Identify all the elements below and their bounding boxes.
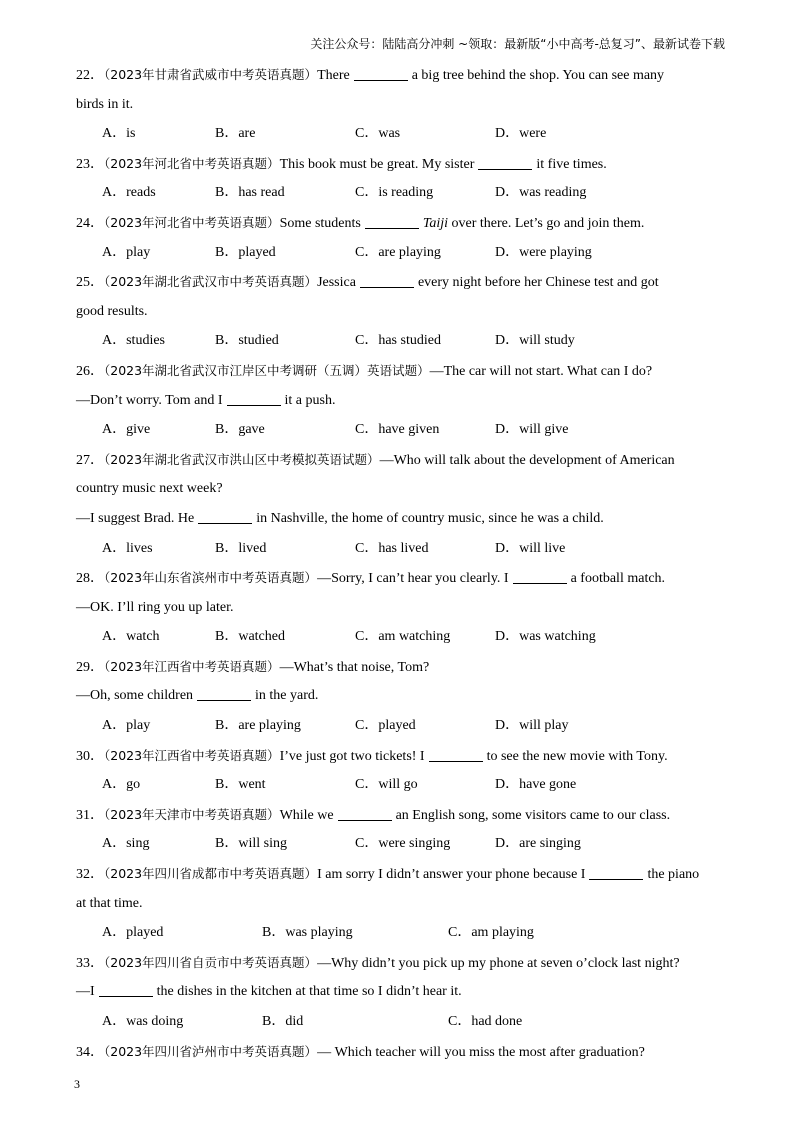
question-source: （2023年河北省中考英语真题） — [104, 214, 280, 230]
option-a: A．give — [102, 422, 151, 438]
dialogue-line — [76, 386, 726, 416]
option-b: B．lived — [215, 540, 267, 556]
question-source: （2023年四川省泸州市中考英语真题） — [104, 1043, 318, 1059]
option-d: D．have gone — [495, 777, 577, 793]
question-number: 34． — [76, 1044, 104, 1060]
option-d: D．was watching — [495, 629, 596, 645]
question-text-continued: country music next week? — [76, 481, 223, 497]
option-c: C．am watching — [355, 629, 451, 645]
question-number: 22． — [76, 68, 104, 83]
question-33 — [76, 948, 726, 978]
option-d: D．will play — [495, 718, 569, 734]
question-text: every night before her Chinese test and got — [417, 275, 659, 291]
answer-blank — [589, 865, 643, 880]
question-text: in Nashville, the home of country music, since he was a child. — [256, 510, 604, 526]
answer-blank — [198, 509, 252, 524]
option-a: A．lives — [102, 540, 153, 556]
answer-blank — [338, 806, 392, 821]
answer-blank — [227, 391, 281, 406]
question-number: 29． — [76, 659, 104, 675]
option-a: A．is — [102, 126, 136, 142]
question-source: （2023年四川省自贡市中考英语真题） — [104, 954, 318, 970]
question-number: 31． — [76, 807, 104, 823]
question-source: （2023年四川省成都市中考英语真题） — [104, 866, 318, 882]
option-c: C．am playing — [448, 925, 534, 941]
answer-blank — [360, 273, 414, 288]
question-23 — [76, 149, 726, 179]
question-22 — [76, 60, 726, 90]
question-text: a football match. — [570, 571, 666, 587]
option-c: C．are playing — [355, 244, 441, 260]
question-text: I’ve just got two tickets! I — [279, 748, 425, 764]
option-b: B．are — [215, 126, 256, 142]
option-c: C．is reading — [355, 185, 434, 201]
question-27 — [76, 445, 726, 475]
option-a: A．sing — [102, 836, 150, 852]
question-26 — [76, 356, 726, 386]
answer-blank — [513, 569, 567, 584]
question-source: （2023年河北省中考英语真题） — [104, 155, 280, 171]
question-32 — [76, 859, 726, 889]
question-source: （2023年湖北省武汉市江岸区中考调研（五调）英语试题） — [104, 362, 430, 378]
question-number: 25． — [76, 275, 104, 291]
option-d: D．was reading — [495, 185, 587, 201]
page-number: 3 — [74, 1077, 80, 1091]
option-a: A．watch — [102, 629, 160, 645]
options-row — [76, 238, 726, 268]
question-text: to see the new movie with Tony. — [486, 748, 668, 764]
answer-blank — [429, 747, 483, 762]
question-source: （2023年江西省中考英语真题） — [104, 747, 280, 763]
question-number: 32． — [76, 867, 104, 883]
question-text: —What’s that noise, Tom? — [279, 659, 430, 675]
question-text: —The car will not start. What can I do? — [429, 363, 653, 379]
option-d: D．are singing — [495, 836, 581, 852]
question-list — [76, 60, 726, 1066]
answer-blank — [354, 66, 408, 81]
question-text: —Sorry, I can’t hear you clearly. I — [317, 571, 509, 587]
question-text-continued: at that time. — [76, 895, 143, 911]
option-c: C．were singing — [355, 836, 451, 852]
question-text: This book must be great. My sister — [279, 156, 475, 172]
question-number: 27． — [76, 452, 104, 468]
question-number: 26． — [76, 363, 104, 379]
options-row — [76, 415, 726, 445]
question-source: （2023年湖北省武汉市中考英语真题） — [104, 274, 318, 290]
option-b: B．went — [215, 777, 266, 793]
question-text: —I suggest Brad. He — [76, 510, 195, 526]
options-row — [76, 178, 726, 208]
dialogue-line — [76, 681, 726, 711]
question-text: in the yard. — [255, 688, 319, 704]
answer-blank — [99, 982, 153, 997]
question-text: —Why didn’t you pick up my phone at seven o’clock last night? — [317, 955, 680, 971]
question-text: an English song, some visitors came to our class. — [395, 807, 671, 823]
option-a: A．studies — [102, 333, 165, 349]
question-28 — [76, 563, 726, 593]
options-row — [76, 829, 726, 859]
question-text-italic: Taiji — [422, 215, 449, 231]
question-text: —Who will talk about the development of American — [379, 452, 675, 468]
option-d: D．will study — [495, 333, 575, 349]
option-c: C．has studied — [355, 333, 441, 349]
question-text: I am sorry I didn’t answer your phone because I — [317, 867, 586, 883]
question-text: the piano — [647, 867, 700, 883]
dialogue-line: —OK. I’ll ring you up later. — [76, 599, 234, 615]
option-b: B．was playing — [262, 925, 353, 941]
question-text: While we — [279, 807, 334, 823]
option-b: B．studied — [215, 333, 279, 349]
option-c: C．has lived — [355, 540, 429, 556]
question-text: it a push. — [284, 392, 336, 408]
question-31 — [76, 800, 726, 830]
options-row — [76, 119, 726, 149]
option-c: C．had done — [448, 1014, 523, 1029]
question-text: — Which teacher will you miss the most after graduation? — [317, 1044, 645, 1060]
option-a: A．was doing — [102, 1014, 184, 1029]
option-c: C．was — [355, 126, 401, 142]
options-row — [76, 534, 726, 564]
question-text: over there. Let’s go and join them. — [448, 215, 645, 231]
question-text: Jessica — [317, 275, 356, 291]
question-text-continued: good results. — [76, 303, 148, 319]
options-row — [76, 918, 726, 948]
option-b: B．has read — [215, 185, 285, 201]
question-25 — [76, 267, 726, 297]
option-b: B．watched — [215, 629, 285, 645]
question-number: 33． — [76, 955, 104, 971]
question-text: Some students — [279, 215, 361, 231]
question-text-continued: birds in it. — [76, 96, 134, 112]
answer-blank — [197, 686, 251, 701]
answer-blank — [365, 214, 419, 229]
option-d: D．were playing — [495, 244, 592, 260]
option-d: D．will live — [495, 540, 566, 556]
question-source: （2023年湖北省武汉市洪山区中考模拟英语试题） — [104, 451, 380, 467]
answer-blank — [478, 155, 532, 170]
question-text: —Oh, some children — [76, 688, 194, 704]
question-text: the dishes in the kitchen at that time so I didn’t hear it. — [156, 984, 462, 1000]
question-29 — [76, 652, 726, 682]
question-source: （2023年山东省滨州市中考英语真题） — [104, 570, 318, 586]
options-row — [76, 711, 726, 741]
options-row — [76, 1007, 726, 1037]
question-30 — [76, 741, 726, 771]
option-c: C．have given — [355, 422, 440, 438]
options-row — [76, 770, 726, 800]
option-a: A．go — [102, 777, 141, 793]
option-a: A．reads — [102, 185, 156, 201]
question-text: a big tree behind the shop. You can see many — [411, 68, 665, 83]
page-header: 关注公众号：陆陆高分冲刺 ~领取：最新版“小中高考-总复习”、最新试卷下载 — [310, 37, 725, 51]
dialogue-line — [76, 504, 726, 534]
option-b: B．did — [262, 1014, 304, 1029]
option-c: C．played — [355, 718, 416, 734]
question-number: 24． — [76, 215, 104, 231]
question-text: —I — [76, 984, 95, 1000]
option-a: A．play — [102, 718, 151, 734]
question-source: （2023年江西省中考英语真题） — [104, 658, 280, 674]
option-b: B．gave — [215, 422, 265, 438]
question-text: it five times. — [536, 156, 607, 172]
options-row — [76, 622, 726, 652]
question-34 — [76, 1037, 726, 1067]
option-b: B．played — [215, 244, 276, 260]
question-source: （2023年甘肃省武威市中考英语真题） — [104, 67, 318, 82]
dialogue-line — [76, 977, 726, 1007]
question-text: —Don’t worry. Tom and I — [76, 392, 223, 408]
question-source: （2023年天津市中考英语真题） — [104, 806, 280, 822]
option-d: D．will give — [495, 422, 569, 438]
option-b: B．will sing — [215, 836, 287, 852]
question-number: 28． — [76, 571, 104, 587]
question-text: There — [317, 68, 350, 83]
option-d: D．were — [495, 126, 547, 142]
question-number: 23． — [76, 156, 104, 172]
option-a: A．played — [102, 925, 164, 941]
option-c: C．will go — [355, 777, 418, 793]
option-b: B．are playing — [215, 718, 301, 734]
option-a: A．play — [102, 244, 151, 260]
question-number: 30． — [76, 748, 104, 764]
question-24 — [76, 208, 726, 238]
options-row — [76, 326, 726, 356]
